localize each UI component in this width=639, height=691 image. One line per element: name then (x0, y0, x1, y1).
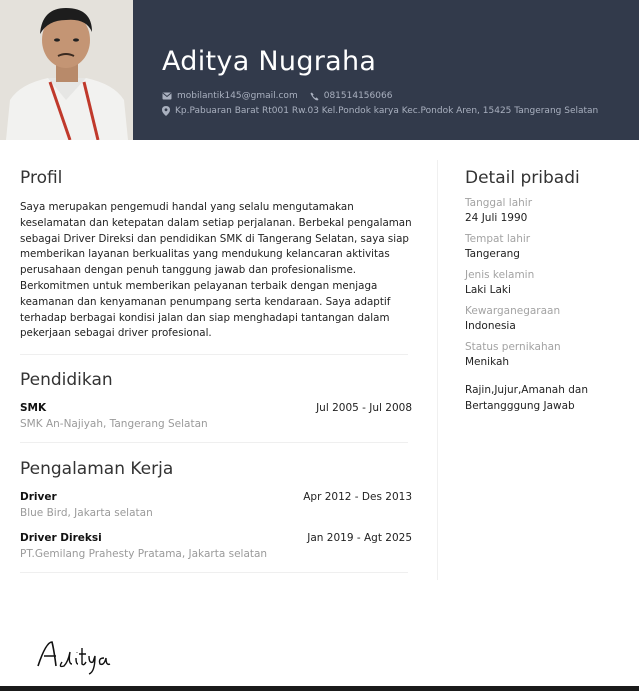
column-divider (437, 160, 438, 580)
detail-traits: Rajin,Jujur,Amanah dan Bertangggung Jawab (465, 384, 588, 412)
detail-marital-status (465, 341, 625, 368)
detail-label: Status pernikahan (465, 341, 561, 353)
location-pin-icon (162, 106, 170, 116)
profile-text (20, 200, 412, 342)
experience-entry-date: Apr 2012 - Des 2013 (303, 491, 412, 504)
section-divider (20, 354, 408, 355)
details-title: Detail pribadi (465, 168, 580, 188)
experience-entry-date: Jan 2019 - Agt 2025 (307, 532, 412, 545)
education-entry-school: SMK An-Najiyah, Tangerang Selatan (20, 418, 208, 431)
detail-value: 24 Juli 1990 (465, 212, 528, 224)
experience-entry-title: Driver (20, 491, 57, 504)
address-text: Kp.Pabuaran Barat Rt001 Rw.03 Kel.Pondok karya Kec.Pondok Aren, 15425 Tangerang Selatan (175, 106, 599, 116)
detail-label: Tanggal lahir (465, 197, 533, 209)
main-column (20, 168, 412, 573)
experience-entry (20, 532, 412, 560)
contact-row-address (162, 106, 610, 116)
section-divider (20, 442, 408, 443)
experience-entry-company: Blue Bird, Jakarta selatan (20, 507, 153, 520)
detail-label: Tempat lahir (465, 233, 531, 245)
phone-icon (310, 92, 319, 101)
profile-photo (0, 0, 133, 140)
mail-icon (162, 92, 172, 100)
email-text: mobilantik145@gmail.com (177, 91, 298, 101)
signature-graphic (34, 636, 124, 676)
profile-paragraph-1: Saya merupakan pengemudi handal yang selalu mengutamakan keselamatan dan ketepatan dalam setiap perjalanan. Berbekal pengalaman sebagai Driver Direksi dan pendidikan SMK di Tangerang Selatan, saya siap memberikan layanan berkualitas yang mendukung kelancaran aktivitas perusahaan dengan penuh tanggung jawab dan profesionalisme. (20, 201, 412, 277)
experience-entry-title: Driver Direksi (20, 532, 102, 545)
experience-title: Pengalaman Kerja (20, 459, 174, 480)
address-item (162, 106, 598, 116)
full-name: Aditya Nugraha (162, 46, 377, 77)
detail-value: Tangerang (465, 248, 520, 260)
phone-item (310, 91, 393, 101)
detail-value: Laki Laki (465, 284, 511, 296)
email-item (162, 91, 298, 101)
education-entry-date: Jul 2005 - Jul 2008 (316, 402, 412, 415)
detail-label: Kewarganegaraan (465, 305, 561, 317)
detail-birth-date (465, 197, 625, 224)
detail-value: Indonesia (465, 320, 516, 332)
profile-paragraph-2: Berkomitmen untuk memberikan pelayanan terbaik dengan menjaga keamanan dan kenyamanan penumpang serta kendaraan. Saya adaptif terhadap berbagai kondisi jalan dan siap menghadapi tantangan dalam pekerjaan sebagai driver profesional. (20, 279, 391, 340)
contact-row-primary (162, 91, 404, 101)
resume-header (0, 0, 639, 140)
section-divider (20, 572, 408, 573)
education-entry (20, 402, 412, 430)
detail-nationality (465, 305, 625, 332)
detail-birth-place (465, 233, 625, 260)
detail-gender (465, 269, 625, 296)
education-entry-title: SMK (20, 402, 47, 415)
experience-entry (20, 491, 412, 519)
detail-value: Menikah (465, 356, 510, 368)
education-title: Pendidikan (20, 370, 113, 391)
details-column (465, 168, 625, 414)
profile-title: Profil (20, 168, 63, 188)
bottom-edge (0, 686, 639, 691)
signature (34, 636, 124, 680)
experience-entry-company: PT.Gemilang Prahesty Pratama, Jakarta selatan (20, 548, 268, 561)
phone-text: 081514156066 (323, 91, 393, 101)
detail-label: Jenis kelamin (465, 269, 535, 281)
